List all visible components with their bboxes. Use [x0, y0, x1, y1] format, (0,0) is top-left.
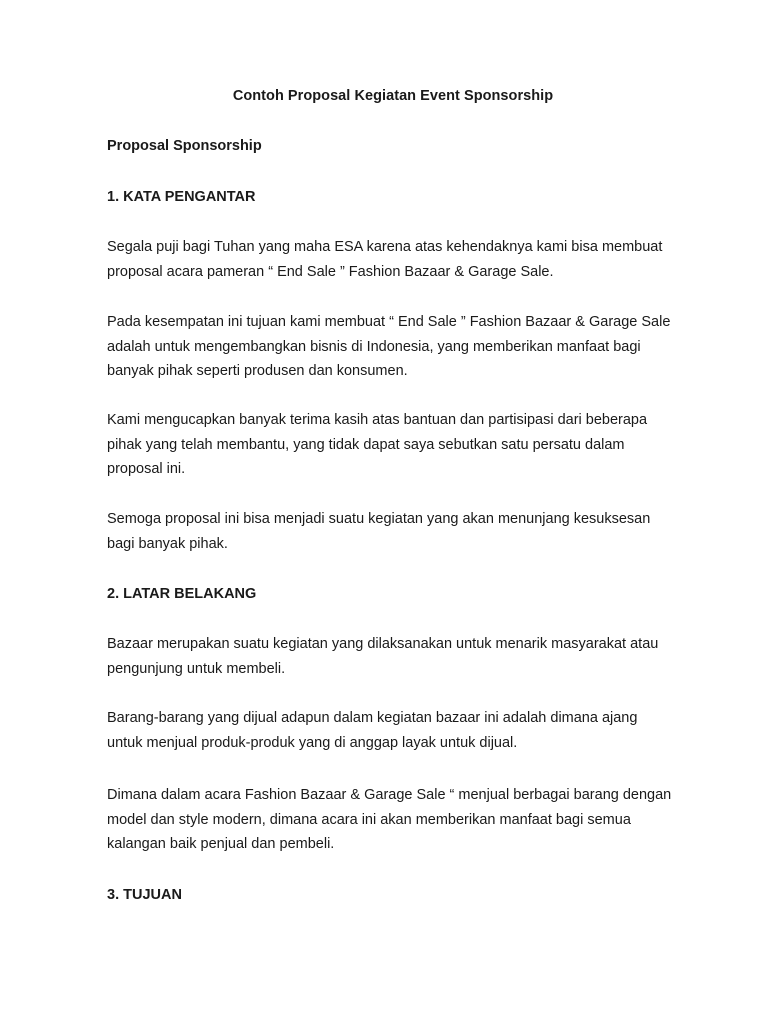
paragraph-line: Dimana dalam acara Fashion Bazaar & Garage Sale “ menjual berbagai barang dengan — [107, 787, 672, 803]
paragraph-line: adalah untuk mengembangkan bisnis di Indonesia, yang memberikan manfaat bagi — [107, 338, 641, 355]
section-heading-latar-belakang: 2. LATAR BELAKANG — [107, 586, 257, 602]
paragraph — [107, 235, 687, 284]
paragraph — [107, 310, 687, 384]
paragraph-line: pihak yang telah membantu, yang tidak dapat saya sebutkan satu persatu dalam — [107, 436, 625, 453]
paragraph-line: Kami mengucapkan banyak terima kasih atas bantuan dan partisipasi dari beberapa — [107, 412, 648, 428]
paragraph-line: Segala puji bagi Tuhan yang maha ESA karena atas kehendaknya kami bisa membuat — [107, 239, 663, 255]
paragraph-line: bagi banyak pihak. — [107, 535, 228, 552]
paragraph-line: untuk menjual produk-produk yang di anggap layak untuk dijual. — [107, 734, 518, 751]
paragraph — [107, 408, 687, 482]
paragraph — [107, 507, 687, 556]
paragraph-line: pengunjung untuk membeli. — [107, 660, 286, 677]
paragraph — [107, 632, 687, 681]
paragraph-line: Barang-barang yang dijual adapun dalam kegiatan bazaar ini adalah dimana ajang — [107, 710, 638, 726]
paragraph-line: banyak pihak seperti produsen dan konsumen. — [107, 363, 408, 379]
paragraph — [107, 706, 687, 755]
paragraph-line: Semoga proposal ini bisa menjadi suatu kegiatan yang akan menunjang kesuksesan — [107, 511, 651, 527]
paragraph-line: kalangan baik penjual dan pembeli. — [107, 836, 335, 852]
section-heading-tujuan: 3. TUJUAN — [107, 887, 182, 903]
paragraph-line: Pada kesempatan ini tujuan kami membuat “ End Sale ” Fashion Bazaar & Garage Sale — [107, 314, 671, 330]
paragraph-line: proposal ini. — [107, 461, 186, 477]
paragraph — [107, 783, 687, 857]
paragraph-line: Bazaar merupakan suatu kegiatan yang dilaksanakan untuk menarik masyarakat atau — [107, 636, 659, 652]
paragraph-line: model dan style modern, dimana acara ini akan memberikan manfaat bagi semua — [107, 811, 631, 828]
document-subtitle: Proposal Sponsorship — [107, 138, 262, 154]
paragraph-line: proposal acara pameran “ End Sale ” Fashion Bazaar & Garage Sale. — [107, 263, 554, 280]
document-title: Contoh Proposal Kegiatan Event Sponsorship — [232, 88, 554, 104]
section-heading-kata-pengantar: 1. KATA PENGANTAR — [107, 189, 256, 205]
